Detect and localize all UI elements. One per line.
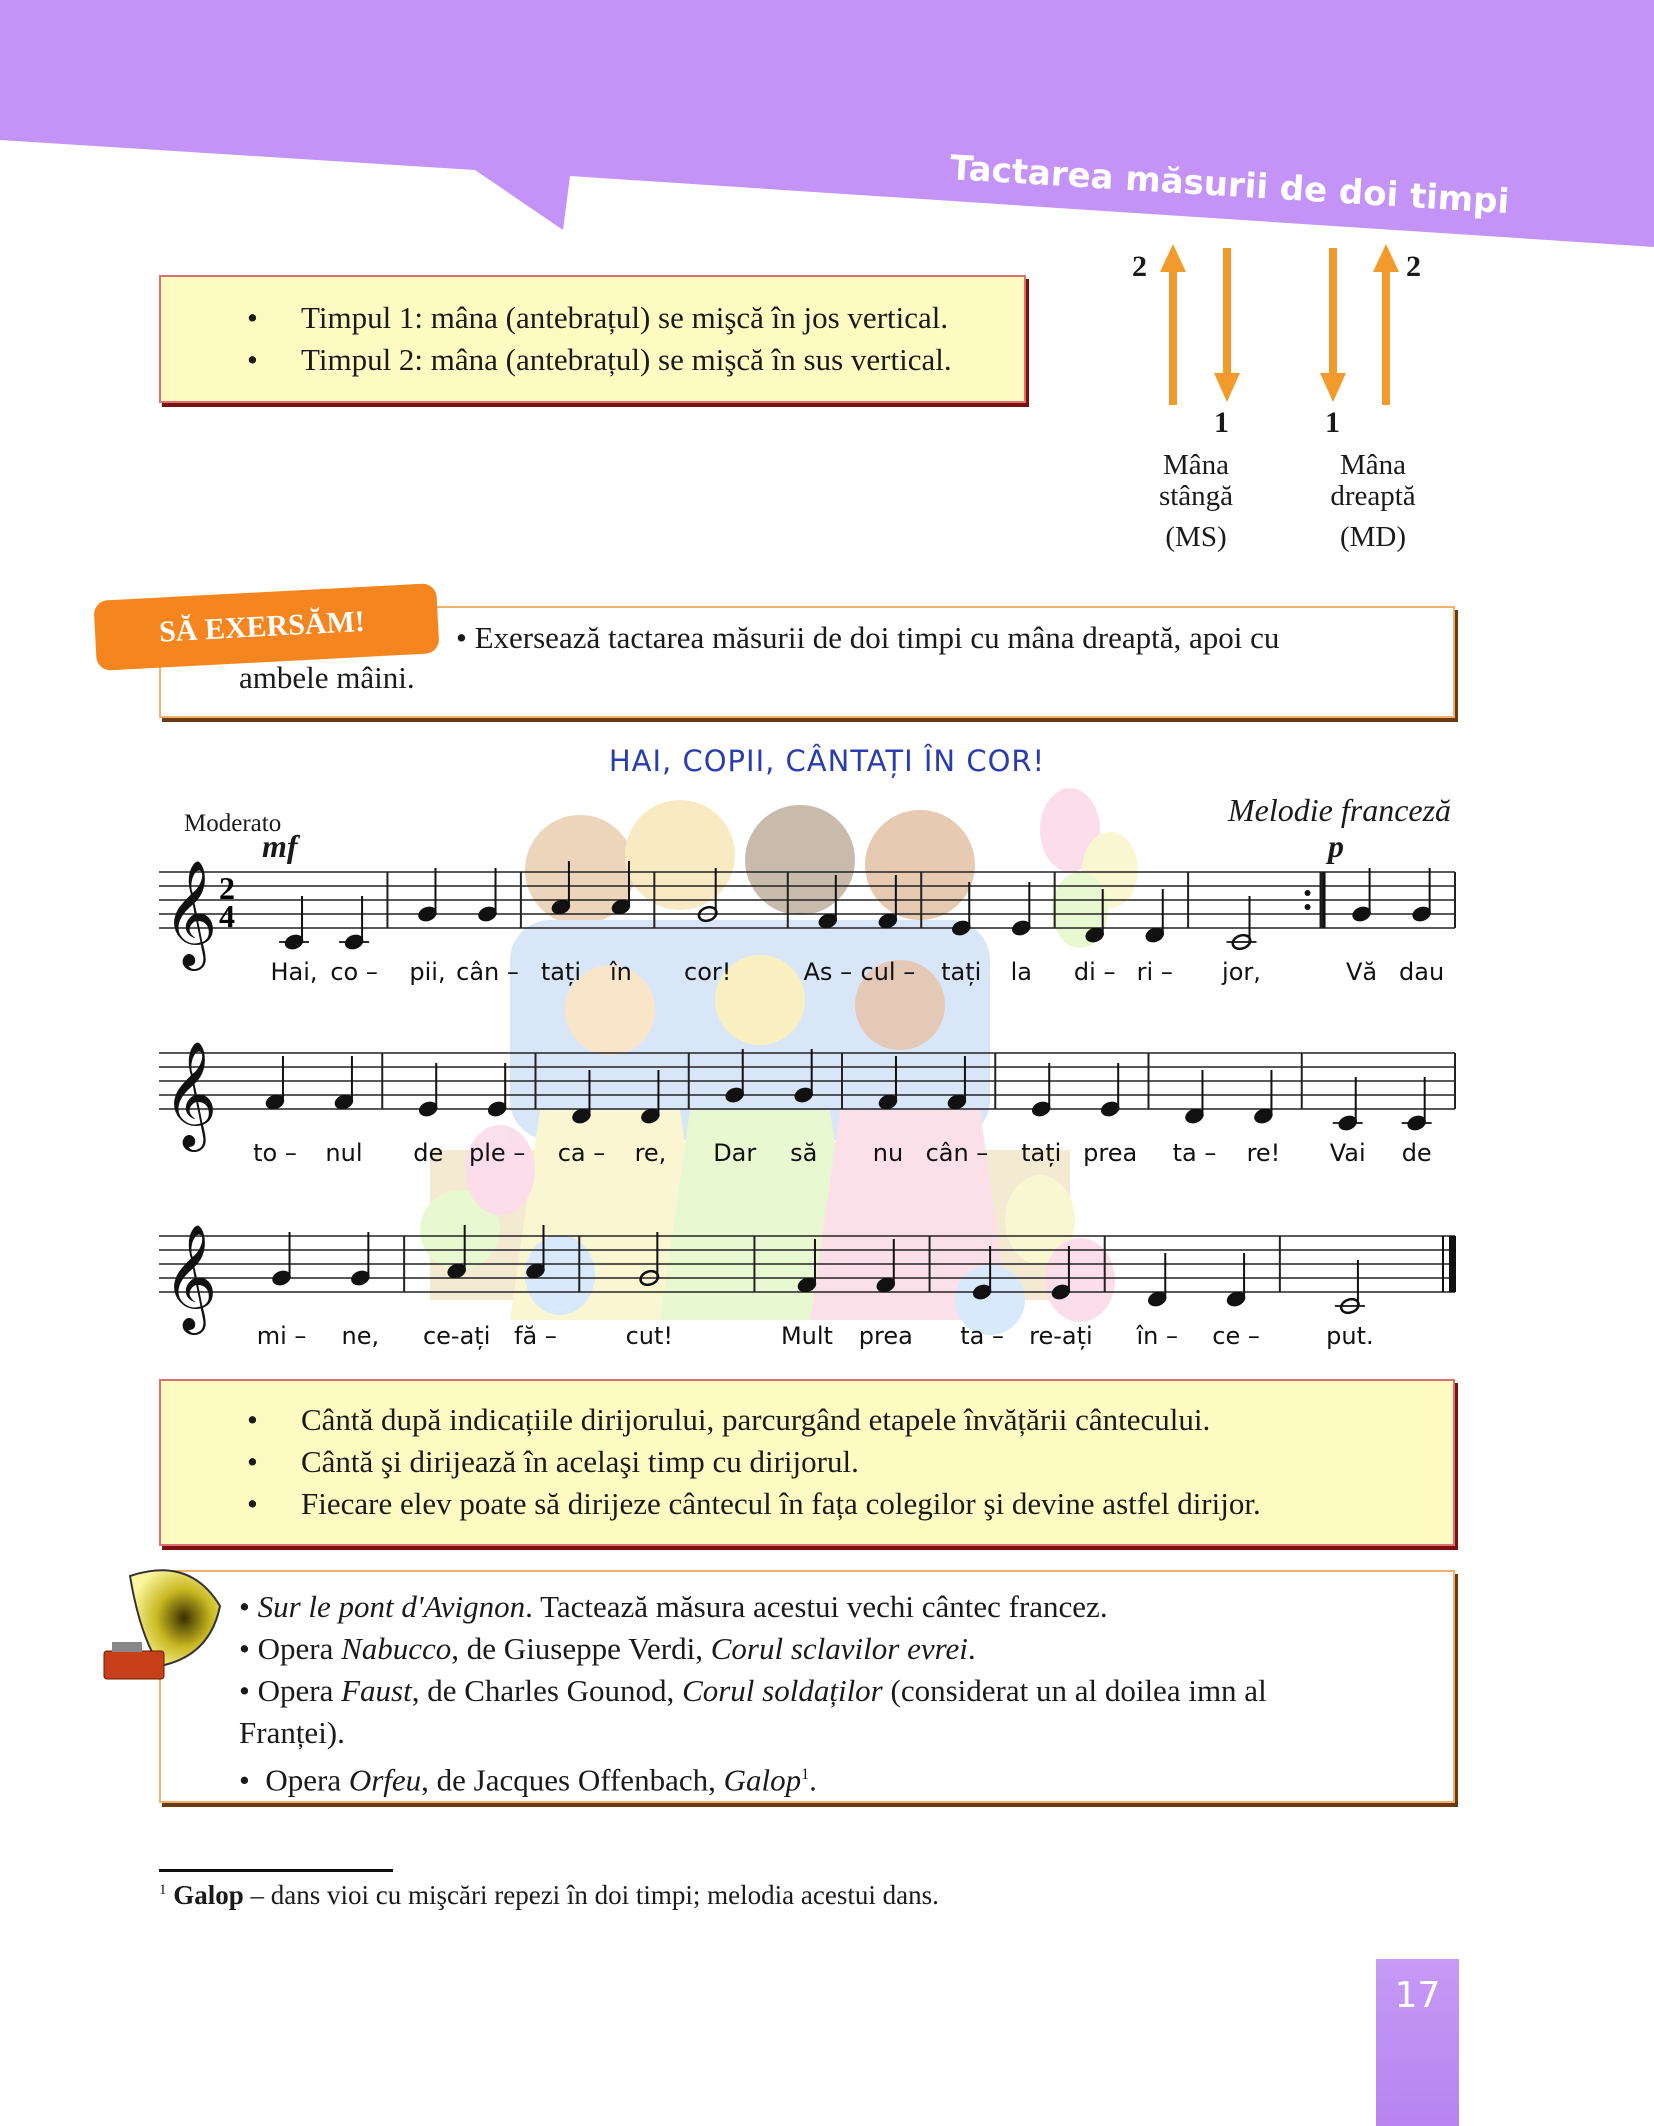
tasks-box	[159, 1379, 1455, 1546]
lyric-syllable: cul –	[860, 958, 916, 986]
lyric-syllable: ce –	[1212, 1322, 1260, 1350]
footnote: $^1$ Galop – dans vioi cu mişcări repezi în doi timpi; melodia acestui dans.	[159, 1880, 939, 1910]
lyric-syllable: ne,	[341, 1322, 380, 1350]
lyric-syllable: Vai	[1329, 1139, 1366, 1167]
lyric-syllable: nul	[325, 1139, 363, 1167]
lyric-syllable: tați	[941, 958, 982, 986]
time-signature-top: 2	[219, 870, 235, 906]
lyric-syllable: cân –	[456, 958, 519, 986]
listening-box	[159, 1570, 1455, 1803]
lyric-syllable: cut!	[625, 1322, 674, 1350]
lyric-syllable: re-ați	[1029, 1322, 1093, 1350]
lyric-syllable: ta –	[960, 1322, 1004, 1350]
lyric-syllable: Vă	[1346, 958, 1378, 986]
lyric-syllable: Hai,	[270, 958, 318, 986]
lyric-syllable: în	[610, 958, 632, 986]
exercise-text: • Exersează tactarea măsurii de doi timpi cu mâna dreaptă, apoi cu	[456, 620, 1280, 655]
lyric-syllable: de	[1401, 1139, 1432, 1167]
dynamic-p: p	[1328, 828, 1344, 864]
lyric-syllable: Mult	[780, 1322, 833, 1350]
lyric-syllable: mi –	[256, 1322, 307, 1350]
page-title: Tactarea măsurii de doi timpi	[948, 148, 1511, 223]
lyric-syllable: la	[1010, 958, 1032, 986]
intro-item: • Timpul 2: mâna (antebrațul) se mişcă în sus vertical.	[161, 339, 1024, 381]
right-hand-caption: Mâna dreaptă (MD)	[1330, 449, 1416, 553]
lyric-syllable: ta –	[1172, 1139, 1217, 1167]
lyric-syllable: în –	[1136, 1322, 1179, 1350]
listening-item: • Opera Nabucco, de Giuseppe Verdi, Corul sclavilor evrei.	[239, 1631, 976, 1666]
lyric-syllable: ce-ați	[422, 1322, 491, 1350]
page-number: 17	[1376, 1959, 1459, 2126]
treble-clef-icon: 𝄞	[163, 859, 218, 966]
lyric-syllable: prea	[858, 1322, 913, 1350]
beat-label: 1	[1325, 406, 1340, 439]
lyric-syllable: co –	[330, 958, 378, 986]
lyric-syllable: cor!	[684, 958, 732, 986]
lyric-syllable: put.	[1326, 1322, 1374, 1350]
lyric-syllable: ri –	[1136, 958, 1173, 986]
intro-item: • Timpul 1: mâna (antebrațul) se mişcă în jos vertical.	[161, 297, 1024, 339]
listening-item: • Sur le pont d'Avignon. Tactează măsura acestui vechi cântec francez.	[239, 1589, 1108, 1624]
lyric-syllable: tați	[540, 958, 582, 986]
song-title: HAI, COPII, CÂNTAȚI ÎN COR!	[608, 744, 1046, 778]
treble-clef-icon: 𝄞	[163, 1040, 218, 1147]
gramophone-icon	[100, 1556, 230, 1686]
lyric-syllable: de	[413, 1139, 444, 1167]
lyric-syllable: re,	[634, 1139, 667, 1167]
task-item: • Cântă după indicațiile dirijorului, parcurgând etapele învățării cântecului.	[161, 1399, 1453, 1441]
lyric-syllable: ple –	[469, 1139, 526, 1167]
lyric-syllable: pii,	[409, 958, 446, 986]
listening-item: • Opera Orfeu, de Jacques Offenbach, Galop$^1$.	[239, 1762, 817, 1798]
time-signature-bottom: 4	[219, 898, 235, 934]
beat-label: 2	[1132, 250, 1147, 283]
dynamic-mf: mf	[262, 828, 298, 864]
song-origin: Melodie franceză	[1228, 792, 1452, 828]
lyric-syllable: Dar	[713, 1139, 757, 1167]
task-item: • Cântă şi dirijează în acelaşi timp cu dirijorul.	[161, 1441, 1453, 1483]
lyric-syllable: re!	[1246, 1139, 1281, 1167]
repeat-dot	[1305, 890, 1311, 896]
treble-clef-icon: 𝄞	[163, 1223, 218, 1330]
lyric-syllable: jor,	[1222, 958, 1261, 986]
beat-label: 1	[1214, 406, 1229, 439]
lyric-syllable: ca –	[557, 1139, 606, 1167]
exercise-tag: SĂ EXERSĂM!	[93, 583, 439, 671]
lyric-syllable: to –	[253, 1139, 297, 1167]
lyric-syllable: cân –	[925, 1139, 989, 1167]
repeat-dot	[1305, 904, 1311, 910]
task-item: • Fiecare elev poate să dirijeze cântecul în fața colegilor şi devine astfel dirijor.	[161, 1483, 1453, 1525]
exercise-text: ambele mâini.	[239, 660, 415, 695]
tempo-marking: Moderato	[184, 810, 282, 837]
lyric-syllable: să	[790, 1139, 818, 1167]
beat-label: 2	[1406, 250, 1421, 283]
lyric-syllable: prea	[1083, 1139, 1138, 1167]
lyric-syllable: dau	[1399, 958, 1445, 986]
lyric-syllable: nu	[872, 1139, 904, 1167]
lyric-syllable: di –	[1073, 958, 1116, 986]
lyric-syllable: As –	[803, 958, 853, 986]
final-bar-line	[1449, 1236, 1456, 1292]
left-hand-caption: Mâna stângă (MS)	[1158, 449, 1234, 553]
lyric-syllable: tați	[1021, 1139, 1062, 1167]
footnote-rule	[159, 1869, 393, 1872]
lyric-syllable: fă –	[514, 1322, 557, 1350]
listening-item: • Opera Faust, de Charles Gounod, Corul soldaților (considerat un al doilea imn al Franței).	[239, 1673, 1267, 1750]
